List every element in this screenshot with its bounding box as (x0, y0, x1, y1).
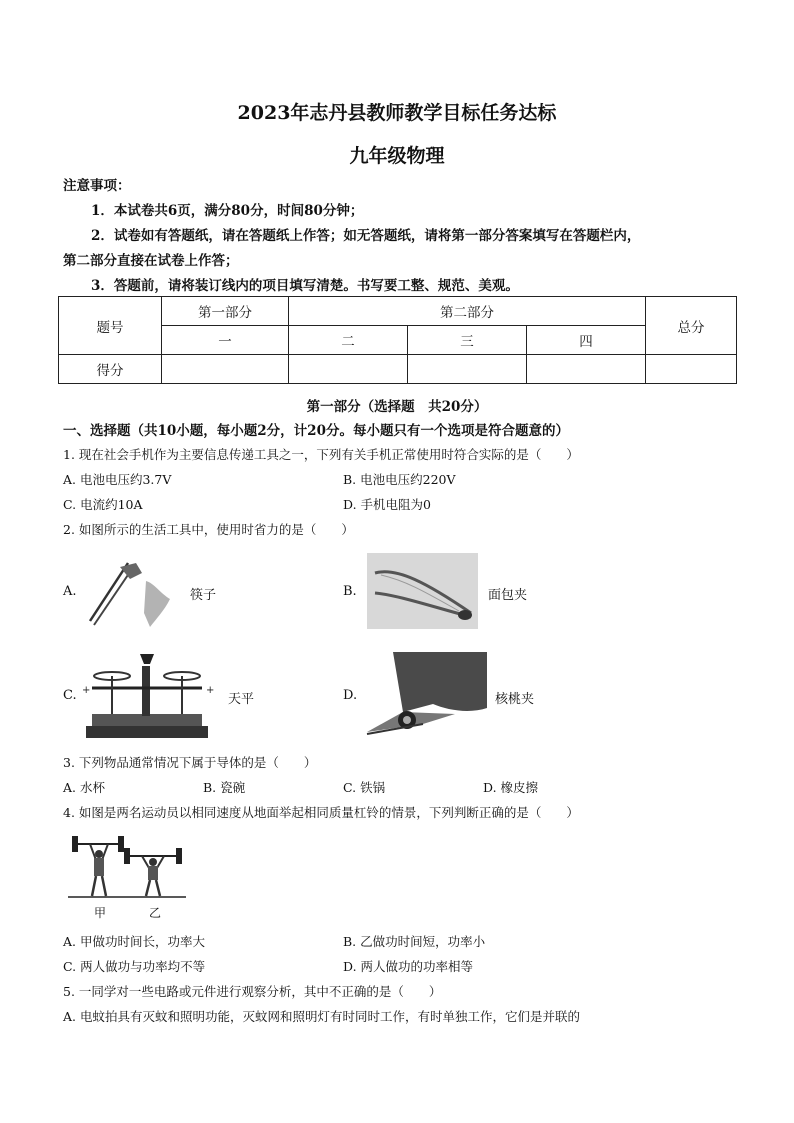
chopsticks-image (84, 553, 180, 629)
note-2: 2．试卷如有答题纸，请在答题纸上作答；如无答题纸，请将第一部分答案填写在答题栏内， (91, 228, 641, 244)
q2-b-text: 面包夹 (488, 588, 528, 603)
section1-instruction: 一、选择题（共10小题，每小题2分，计20分。每小题只有一个选项是符合题意的） (63, 423, 569, 439)
fig-label-yi: 乙 (149, 906, 162, 920)
score-table (58, 296, 737, 384)
q4-option-c: C. 两人做功与功率均不等 (63, 959, 206, 974)
q4-option-d: D. 两人做功的功率相等 (343, 959, 474, 974)
q4-option-b: B. 乙做功时间短，功率小 (343, 934, 486, 949)
note-2-cont: 第二部分直接在试卷上作答； (63, 253, 239, 269)
q3-option-b: B. 瓷碗 (203, 780, 246, 795)
part2-header: 第二部分 (289, 297, 646, 326)
row-header: 题号 (59, 297, 162, 355)
q3-option-a: A. 水杯 (63, 780, 105, 795)
note-1: 1．本试卷共6页，满分80分，时间80分钟； (91, 203, 364, 219)
q1-option-d: D. 手机电阻为0 (343, 497, 431, 512)
svg-text:+: + (206, 685, 215, 696)
q4-stem: 4. 如图是两名运动员以相同速度从地面举起相同质量杠铃的情景，下列判断正确的是（ ） (63, 805, 579, 820)
col-2: 二 (289, 326, 408, 355)
q1-option-a: A. 电池电压约3.7V (63, 472, 172, 487)
score-cell-1[interactable] (162, 355, 289, 384)
q3-option-c: C. 铁锅 (343, 780, 386, 795)
q2-a-text: 筷子 (190, 588, 217, 603)
q3-stem: 3. 下列物品通常情况下属于导体的是（ ） (63, 755, 317, 770)
page-subtitle: 九年级物理 (349, 145, 445, 167)
q1-option-b: B. 电池电压约220V (343, 472, 456, 487)
q2-d-letter: D. (343, 688, 358, 703)
fig-label-jia: 甲 (94, 906, 107, 920)
section1-heading: 第一部分（选择题 共20分） (306, 399, 488, 415)
q1-stem: 1. 现在社会手机作为主要信息传递工具之一，下列有关手机正常使用时符合实际的是（ ） (63, 447, 579, 462)
q2-c-letter: C. (63, 688, 77, 703)
bread-tongs-image (367, 553, 478, 629)
page-title: 2023年志丹县教师教学目标任务达标 (237, 102, 557, 124)
score-cell-4[interactable] (527, 355, 646, 384)
score-label: 得分 (59, 355, 162, 384)
q2-d-text: 核桃夹 (495, 692, 535, 707)
score-cell-3[interactable] (408, 355, 527, 384)
svg-text:+: + (82, 685, 91, 696)
q2-a-letter: A. (63, 584, 77, 599)
q2-c-text: 天平 (228, 692, 255, 707)
q2-stem: 2. 如图所示的生活工具中，使用时省力的是（ ） (63, 522, 354, 537)
q5-stem: 5. 一同学对一些电路或元件进行观察分析，其中不正确的是（ ） (63, 984, 442, 999)
col-4: 四 (527, 326, 646, 355)
col-1: 一 (162, 326, 289, 355)
score-cell-total[interactable] (646, 355, 737, 384)
weightlifters-image (68, 830, 186, 904)
notes-heading: 注意事项： (63, 178, 131, 194)
q1-option-c: C. 电流约10A (63, 497, 143, 512)
q3-option-d: D. 橡皮擦 (483, 780, 539, 795)
score-cell-2[interactable] (289, 355, 408, 384)
q5-option-a: A. 电蚊拍具有灭蚊和照明功能，灭蚊网和照明灯有时同时工作，有时单独工作，它们是并联的 (63, 1009, 580, 1024)
q2-b-letter: B. (343, 584, 357, 599)
total-header: 总分 (646, 297, 737, 355)
nutcracker-image (363, 652, 487, 742)
note-3: 3．答题前，请将装订线内的项目填写清楚。书写要工整、规范、美观。 (91, 278, 519, 294)
part1-header: 第一部分 (162, 297, 289, 326)
balance-scale-image (78, 648, 216, 743)
q4-option-a: A. 甲做功时间长，功率大 (63, 934, 205, 949)
col-3: 三 (408, 326, 527, 355)
